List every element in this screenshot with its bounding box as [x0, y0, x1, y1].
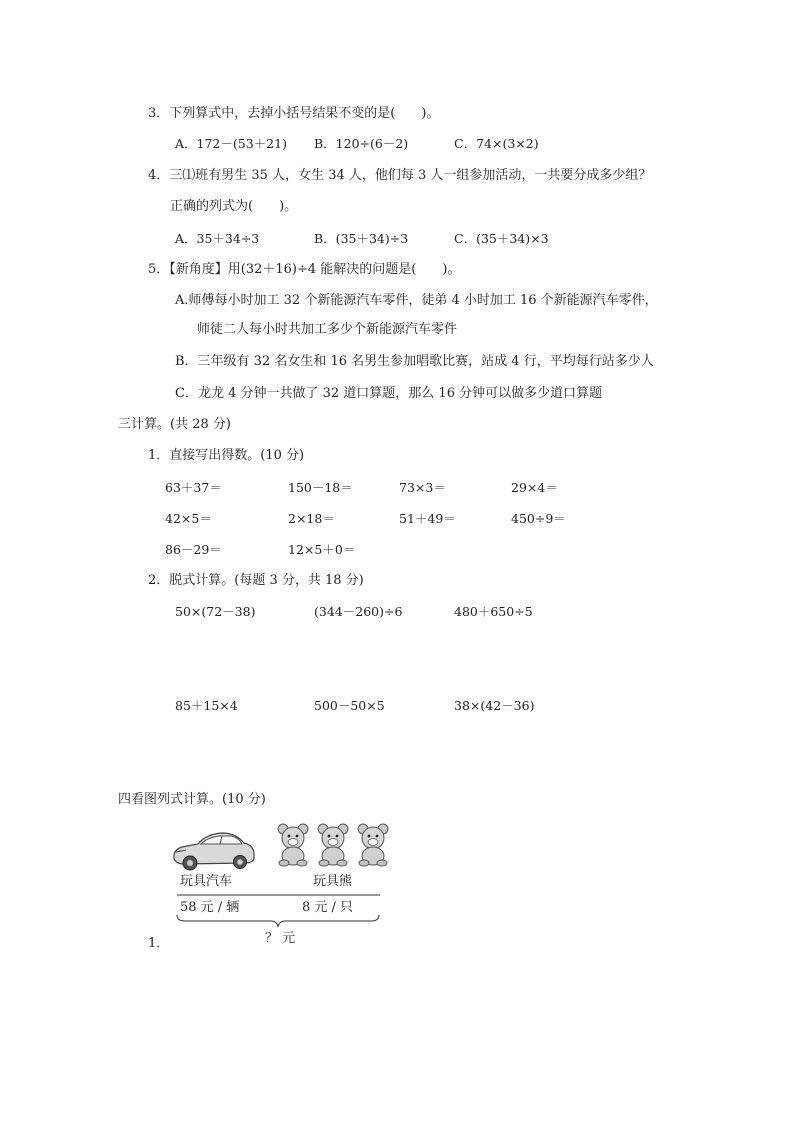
- step-calc-item: (344－260)÷6: [314, 604, 403, 619]
- section3-part2-title: 2．脱式计算。(每题 3 分，共 18 分): [148, 573, 364, 588]
- q3-option-c: C．74×(3×2): [454, 136, 539, 151]
- mental-math-item: 51＋49＝: [399, 511, 456, 526]
- q3-option-b: B．120÷(6－2): [314, 136, 409, 151]
- total-unknown: ？ 元: [265, 931, 296, 946]
- toy-bear-icon: [315, 822, 351, 866]
- q5-option-c: C．龙龙 4 分钟一共做了 32 道口算题，那么 16 分钟可以做多少道口算题: [175, 386, 603, 401]
- mental-math-item: 150－18＝: [288, 480, 353, 495]
- q5-option-a-line1: A.师傅每小时加工 32 个新能源汽车零件，徒弟 4 小时加工 16 个新能源汽车零件，: [175, 293, 658, 308]
- car-label: 玩具汽车: [180, 874, 233, 889]
- bear-price: 8 元 / 只: [302, 900, 354, 915]
- q4-stem-line1: 4．三⑴班有男生 35 人，女生 34 人，他们每 3 人一组参加活动，一共要分成多少组？: [148, 168, 652, 183]
- mental-math-item: 73×3＝: [399, 480, 446, 495]
- q4-option-b: B．(35＋34)÷3: [314, 231, 409, 246]
- mental-math-item: 29×4＝: [511, 480, 558, 495]
- car-price: 58 元 / 辆: [180, 900, 240, 915]
- step-calc-item: 500－50×5: [314, 698, 385, 713]
- mental-math-item: 63＋37＝: [165, 480, 222, 495]
- section4-question-number: 1．: [148, 936, 170, 951]
- mental-math-item: 42×5＝: [165, 511, 212, 526]
- q4-option-a: A．35＋34÷3: [175, 231, 260, 246]
- mental-math-item: 12×5＋0＝: [288, 542, 356, 557]
- section3-part1-title: 1．直接写出得数。(10 分): [148, 448, 305, 463]
- q4-stem-line2: 正确的列式为( )。: [170, 199, 298, 214]
- toy-car-icon: [170, 828, 256, 872]
- q5-stem: 5．【新角度】用(32＋16)÷4 能解决的问题是( )。: [148, 262, 461, 277]
- q5-option-a-line2: 师徒二人每小时共加工多少个新能源汽车零件: [197, 322, 458, 337]
- section4-title: 四看图列式计算。(10 分): [118, 792, 266, 807]
- section3-title: 三计算。(共 28 分): [118, 417, 231, 432]
- mental-math-item: 2×18＝: [288, 511, 335, 526]
- step-calc-item: 50×(72－38): [175, 604, 256, 619]
- step-calc-item: 480＋650÷5: [454, 604, 533, 619]
- step-calc-item: 38×(42－36): [454, 698, 535, 713]
- toy-bear-icon: [275, 822, 311, 866]
- step-calc-item: 85＋15×4: [175, 698, 238, 713]
- toy-bear-icon: [355, 822, 391, 866]
- q4-option-c: C．(35＋34)×3: [454, 231, 549, 246]
- q5-option-b: B．三年级有 32 名女生和 16 名男生参加唱歌比赛，站成 4 行，平均每行站多少人: [175, 354, 654, 369]
- bear-label: 玩具熊: [313, 874, 353, 889]
- q3-option-a: A．172－(53＋21): [175, 136, 287, 151]
- mental-math-item: 86－29＝: [165, 542, 222, 557]
- q3-stem: 3．下列算式中，去掉小括号结果不变的是( )。: [148, 106, 440, 121]
- mental-math-item: 450÷9＝: [511, 511, 566, 526]
